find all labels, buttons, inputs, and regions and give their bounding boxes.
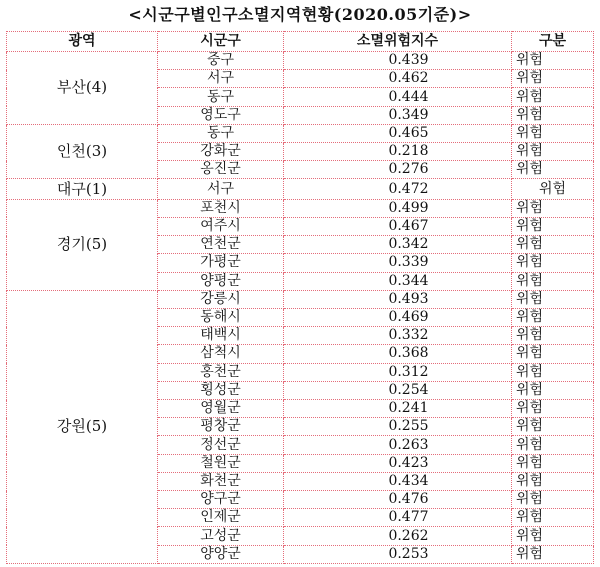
status-cell: 위험	[512, 290, 594, 308]
index-cell: 0.439	[284, 52, 512, 70]
index-cell: 0.218	[284, 143, 512, 161]
status-cell: 위험	[512, 436, 594, 454]
table-row	[7, 52, 594, 70]
city-cell: 가평군	[158, 254, 284, 272]
depopulation-table	[6, 31, 594, 564]
index-cell: 0.472	[284, 179, 512, 199]
region-cell: 경기(5)	[7, 199, 158, 290]
city-cell: 횡성군	[158, 381, 284, 399]
city-cell: 서구	[158, 70, 284, 88]
table-row	[7, 199, 594, 217]
index-cell: 0.493	[284, 290, 512, 308]
page-title: <시군구별인구소멸지역현황(2020.05기준)>	[128, 5, 472, 24]
index-cell: 0.368	[284, 345, 512, 363]
status-cell: 위험	[512, 254, 594, 272]
index-cell: 0.465	[284, 124, 512, 142]
status-cell: 위험	[512, 179, 594, 199]
city-cell: 동구	[158, 88, 284, 106]
region-cell: 부산(4)	[7, 52, 158, 125]
city-cell: 영도구	[158, 106, 284, 124]
status-cell: 위험	[512, 217, 594, 235]
status-cell: 위험	[512, 308, 594, 326]
city-cell: 양양군	[158, 545, 284, 563]
index-cell: 0.469	[284, 308, 512, 326]
index-cell: 0.434	[284, 472, 512, 490]
city-cell: 옹진군	[158, 161, 284, 179]
status-cell: 위험	[512, 272, 594, 290]
status-cell: 위험	[512, 472, 594, 490]
status-cell: 위험	[512, 143, 594, 161]
status-cell: 위험	[512, 124, 594, 142]
table-body	[7, 52, 594, 564]
status-cell: 위험	[512, 236, 594, 254]
city-cell: 동해시	[158, 308, 284, 326]
header-status: 구분	[512, 32, 594, 52]
table-row	[7, 124, 594, 142]
status-cell: 위험	[512, 345, 594, 363]
city-cell: 인제군	[158, 509, 284, 527]
city-cell: 화천군	[158, 472, 284, 490]
index-cell: 0.476	[284, 491, 512, 509]
city-cell: 태백시	[158, 327, 284, 345]
index-cell: 0.467	[284, 217, 512, 235]
city-cell: 동구	[158, 124, 284, 142]
index-cell: 0.499	[284, 199, 512, 217]
index-cell: 0.344	[284, 272, 512, 290]
status-cell: 위험	[512, 52, 594, 70]
city-cell: 강화군	[158, 143, 284, 161]
status-cell: 위험	[512, 70, 594, 88]
city-cell: 정선군	[158, 436, 284, 454]
index-cell: 0.462	[284, 70, 512, 88]
status-cell: 위험	[512, 327, 594, 345]
city-cell: 연천군	[158, 236, 284, 254]
index-cell: 0.339	[284, 254, 512, 272]
status-cell: 위험	[512, 545, 594, 563]
city-cell: 홍천군	[158, 363, 284, 381]
city-cell: 양구군	[158, 491, 284, 509]
region-cell: 강원(5)	[7, 290, 158, 563]
table-row	[7, 290, 594, 308]
city-cell: 서구	[158, 179, 284, 199]
status-cell: 위험	[512, 509, 594, 527]
city-cell: 삼척시	[158, 345, 284, 363]
index-cell: 0.423	[284, 454, 512, 472]
region-cell: 대구(1)	[7, 179, 158, 199]
index-cell: 0.444	[284, 88, 512, 106]
index-cell: 0.255	[284, 418, 512, 436]
index-cell: 0.477	[284, 509, 512, 527]
index-cell: 0.276	[284, 161, 512, 179]
index-cell: 0.342	[284, 236, 512, 254]
status-cell: 위험	[512, 106, 594, 124]
header-index: 소멸위험지수	[284, 32, 512, 52]
index-cell: 0.254	[284, 381, 512, 399]
header-row	[7, 32, 594, 52]
table-row	[7, 179, 594, 199]
header-city: 시군구	[158, 32, 284, 52]
status-cell: 위험	[512, 400, 594, 418]
city-cell: 고성군	[158, 527, 284, 545]
header-region: 광역	[7, 32, 158, 52]
index-cell: 0.263	[284, 436, 512, 454]
city-cell: 철원군	[158, 454, 284, 472]
index-cell: 0.241	[284, 400, 512, 418]
status-cell: 위험	[512, 527, 594, 545]
status-cell: 위험	[512, 88, 594, 106]
index-cell: 0.312	[284, 363, 512, 381]
city-cell: 평창군	[158, 418, 284, 436]
status-cell: 위험	[512, 199, 594, 217]
status-cell: 위험	[512, 363, 594, 381]
index-cell: 0.332	[284, 327, 512, 345]
status-cell: 위험	[512, 454, 594, 472]
index-cell: 0.262	[284, 527, 512, 545]
city-cell: 여주시	[158, 217, 284, 235]
status-cell: 위험	[512, 418, 594, 436]
status-cell: 위험	[512, 491, 594, 509]
city-cell: 중구	[158, 52, 284, 70]
index-cell: 0.349	[284, 106, 512, 124]
index-cell: 0.253	[284, 545, 512, 563]
city-cell: 영월군	[158, 400, 284, 418]
status-cell: 위험	[512, 381, 594, 399]
city-cell: 양평군	[158, 272, 284, 290]
city-cell: 강릉시	[158, 290, 284, 308]
status-cell: 위험	[512, 161, 594, 179]
city-cell: 포천시	[158, 199, 284, 217]
region-cell: 인천(3)	[7, 124, 158, 179]
